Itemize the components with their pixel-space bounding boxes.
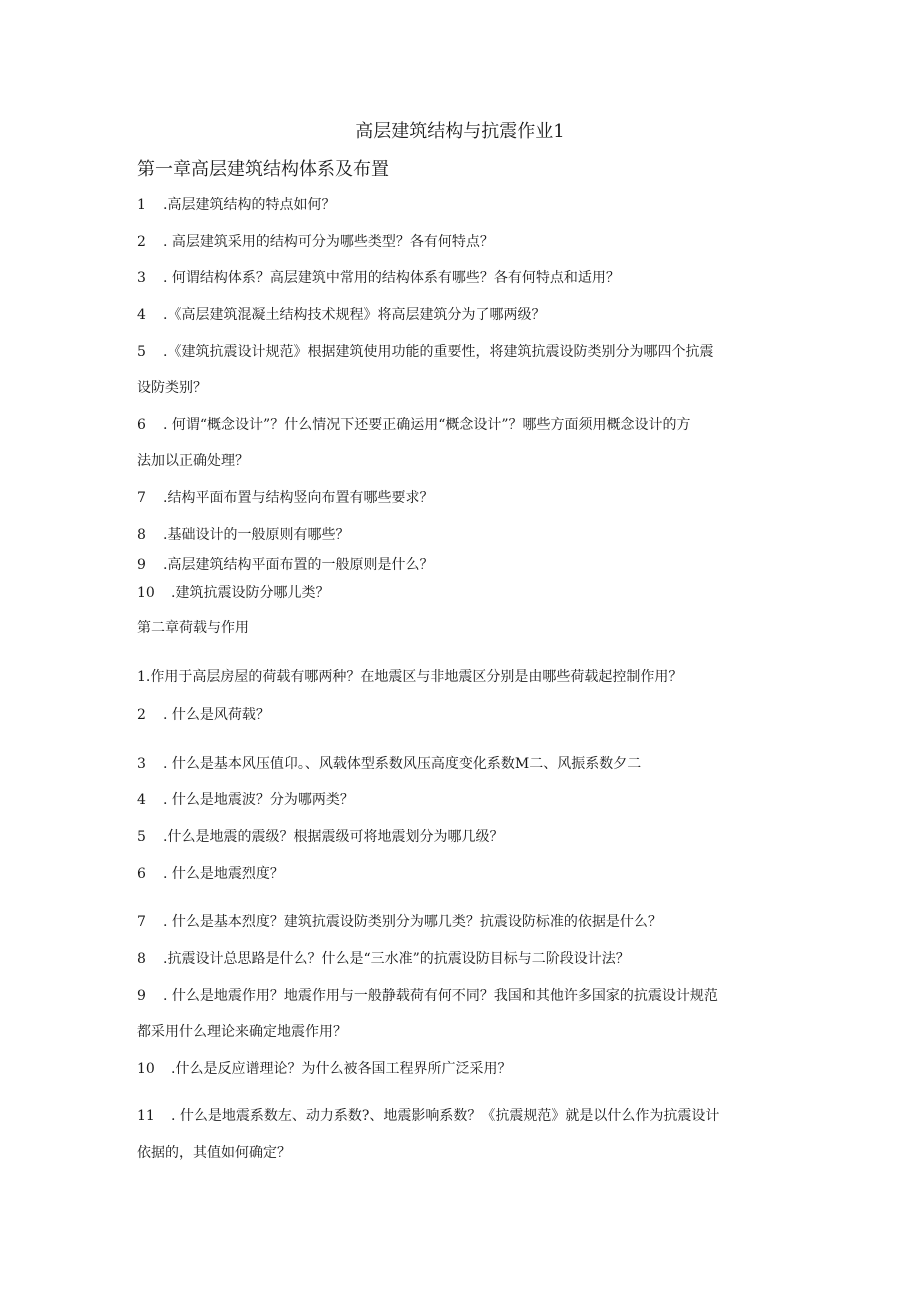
ch2-question-11: [137, 1106, 777, 1126]
ch2-question-6: [137, 864, 777, 884]
question-text: .什么是反应谱理论？为什么被各国工程界所广泛采用？: [171, 1061, 512, 1077]
question-number: 3: [137, 756, 146, 772]
question-text: . 何谓结构体系？高层建筑中常用的结构体系有哪些？各有何特点和适用？: [163, 270, 620, 286]
ch1-question-2: [137, 232, 777, 252]
question-number: 7: [137, 490, 146, 506]
ch1-question-5-continuation: 设防类别？: [137, 380, 207, 396]
question-text: .基础设计的一般原则有哪些？: [163, 527, 350, 543]
question-number: 8: [137, 527, 146, 543]
question-number: 5: [137, 344, 146, 360]
question-number: 10: [137, 585, 155, 601]
question-number: 10: [137, 1061, 155, 1077]
question-text: . 什么是基本风压值卬。、风载体型系数风压高度变化系数M二、风振系数夕二: [163, 756, 642, 772]
ch1-question-9: [137, 555, 777, 575]
ch1-question-6: [137, 415, 777, 435]
question-number: 9: [137, 557, 146, 573]
document-title: 高层建筑结构与抗震作业1: [355, 121, 565, 142]
question-number: 8: [137, 951, 146, 967]
ch1-question-4: [137, 305, 777, 325]
question-text: . 什么是地震波？分为哪两类？: [163, 792, 354, 808]
ch2-question-8: [137, 949, 777, 969]
ch2-question-11-continuation: 依据的，其值如何确定？: [137, 1145, 291, 1161]
question-text: .结构平面布置与结构竖向布置有哪些要求？: [163, 490, 434, 506]
ch1-question-5: [137, 342, 777, 362]
question-text: . 什么是地震作用？地震作用与一般静载荷有何不同？我国和其他许多国家的抗震设计规范: [163, 988, 718, 1004]
question-number: 2: [137, 707, 146, 723]
ch2-question-9: [137, 986, 777, 1006]
question-number: 3: [137, 270, 146, 286]
question-text: . 什么是基本烈度？建筑抗震设防类别分为哪几类？抗震设防标准的依据是什么？: [163, 914, 662, 930]
chapter2-heading: 第二章荷载与作用: [137, 620, 249, 636]
ch2-question-10: [137, 1059, 777, 1079]
ch2-question-4: [137, 790, 777, 810]
question-number: 6: [137, 417, 146, 433]
question-text: .抗震设计总思路是什么？什么是“三水准”的抗震设防目标与二阶段设计法？: [163, 951, 630, 967]
question-text: .高层建筑结构平面布置的一般原则是什么？: [163, 557, 434, 573]
question-number: 1: [137, 197, 146, 213]
ch2-question-3: [137, 754, 777, 774]
question-number: 6: [137, 866, 146, 882]
question-text: .建筑抗震设防分哪儿类？: [171, 585, 330, 601]
question-number: 4: [137, 307, 146, 323]
question-number: 1.: [137, 669, 151, 685]
chapter1-heading: 第一章高层建筑结构体系及布置: [137, 159, 389, 180]
question-text: .《高层建筑混凝土结构技术规程》将高层建筑分为了哪两级？: [163, 307, 546, 323]
ch1-question-1: [137, 195, 777, 215]
ch1-question-8: [137, 525, 777, 545]
question-text: .《建筑抗震设计规范》根据建筑使用功能的重要性，将建筑抗震设防类别分为哪四个抗震: [163, 344, 714, 360]
ch2-question-2: [137, 705, 777, 725]
question-text: . 什么是地震烈度？: [163, 866, 284, 882]
ch2-question-7: [137, 912, 777, 932]
ch1-question-10: [137, 583, 777, 603]
ch1-question-6-continuation: 法加以正确处理？: [137, 453, 249, 469]
question-text: . 什么是地震系数左、动力系数?、地震影响系数？《抗震规范》就是以什么作为抗震设计: [171, 1108, 720, 1124]
question-number: 2: [137, 234, 146, 250]
question-text: 作用于高层房屋的荷载有哪两种？在地震区与非地震区分别是由哪些荷载起控制作用？: [150, 669, 683, 685]
ch1-question-7: [137, 488, 777, 508]
question-number: 5: [137, 829, 146, 845]
question-number: 4: [137, 792, 146, 808]
question-text: . 何谓“概念设计”？什么情况下还要正确运用“概念设计”？哪些方面须用概念设计的方: [163, 417, 691, 433]
question-text: . 高层建筑采用的结构可分为哪些类型？各有何特点？: [163, 234, 494, 250]
question-number: 11: [137, 1108, 155, 1124]
ch2-question-1: [137, 667, 777, 687]
ch1-question-3: [137, 268, 777, 288]
question-text: .什么是地震的震级？根据震级可将地震划分为哪几级？: [163, 829, 504, 845]
question-number: 9: [137, 988, 146, 1004]
question-text: . 什么是风荷载？: [163, 707, 270, 723]
question-text: .高层建筑结构的特点如何？: [163, 197, 336, 213]
ch2-question-9-continuation: 都采用什么理论来确定地震作用？: [137, 1024, 347, 1040]
question-number: 7: [137, 914, 146, 930]
ch2-question-5: [137, 827, 777, 847]
